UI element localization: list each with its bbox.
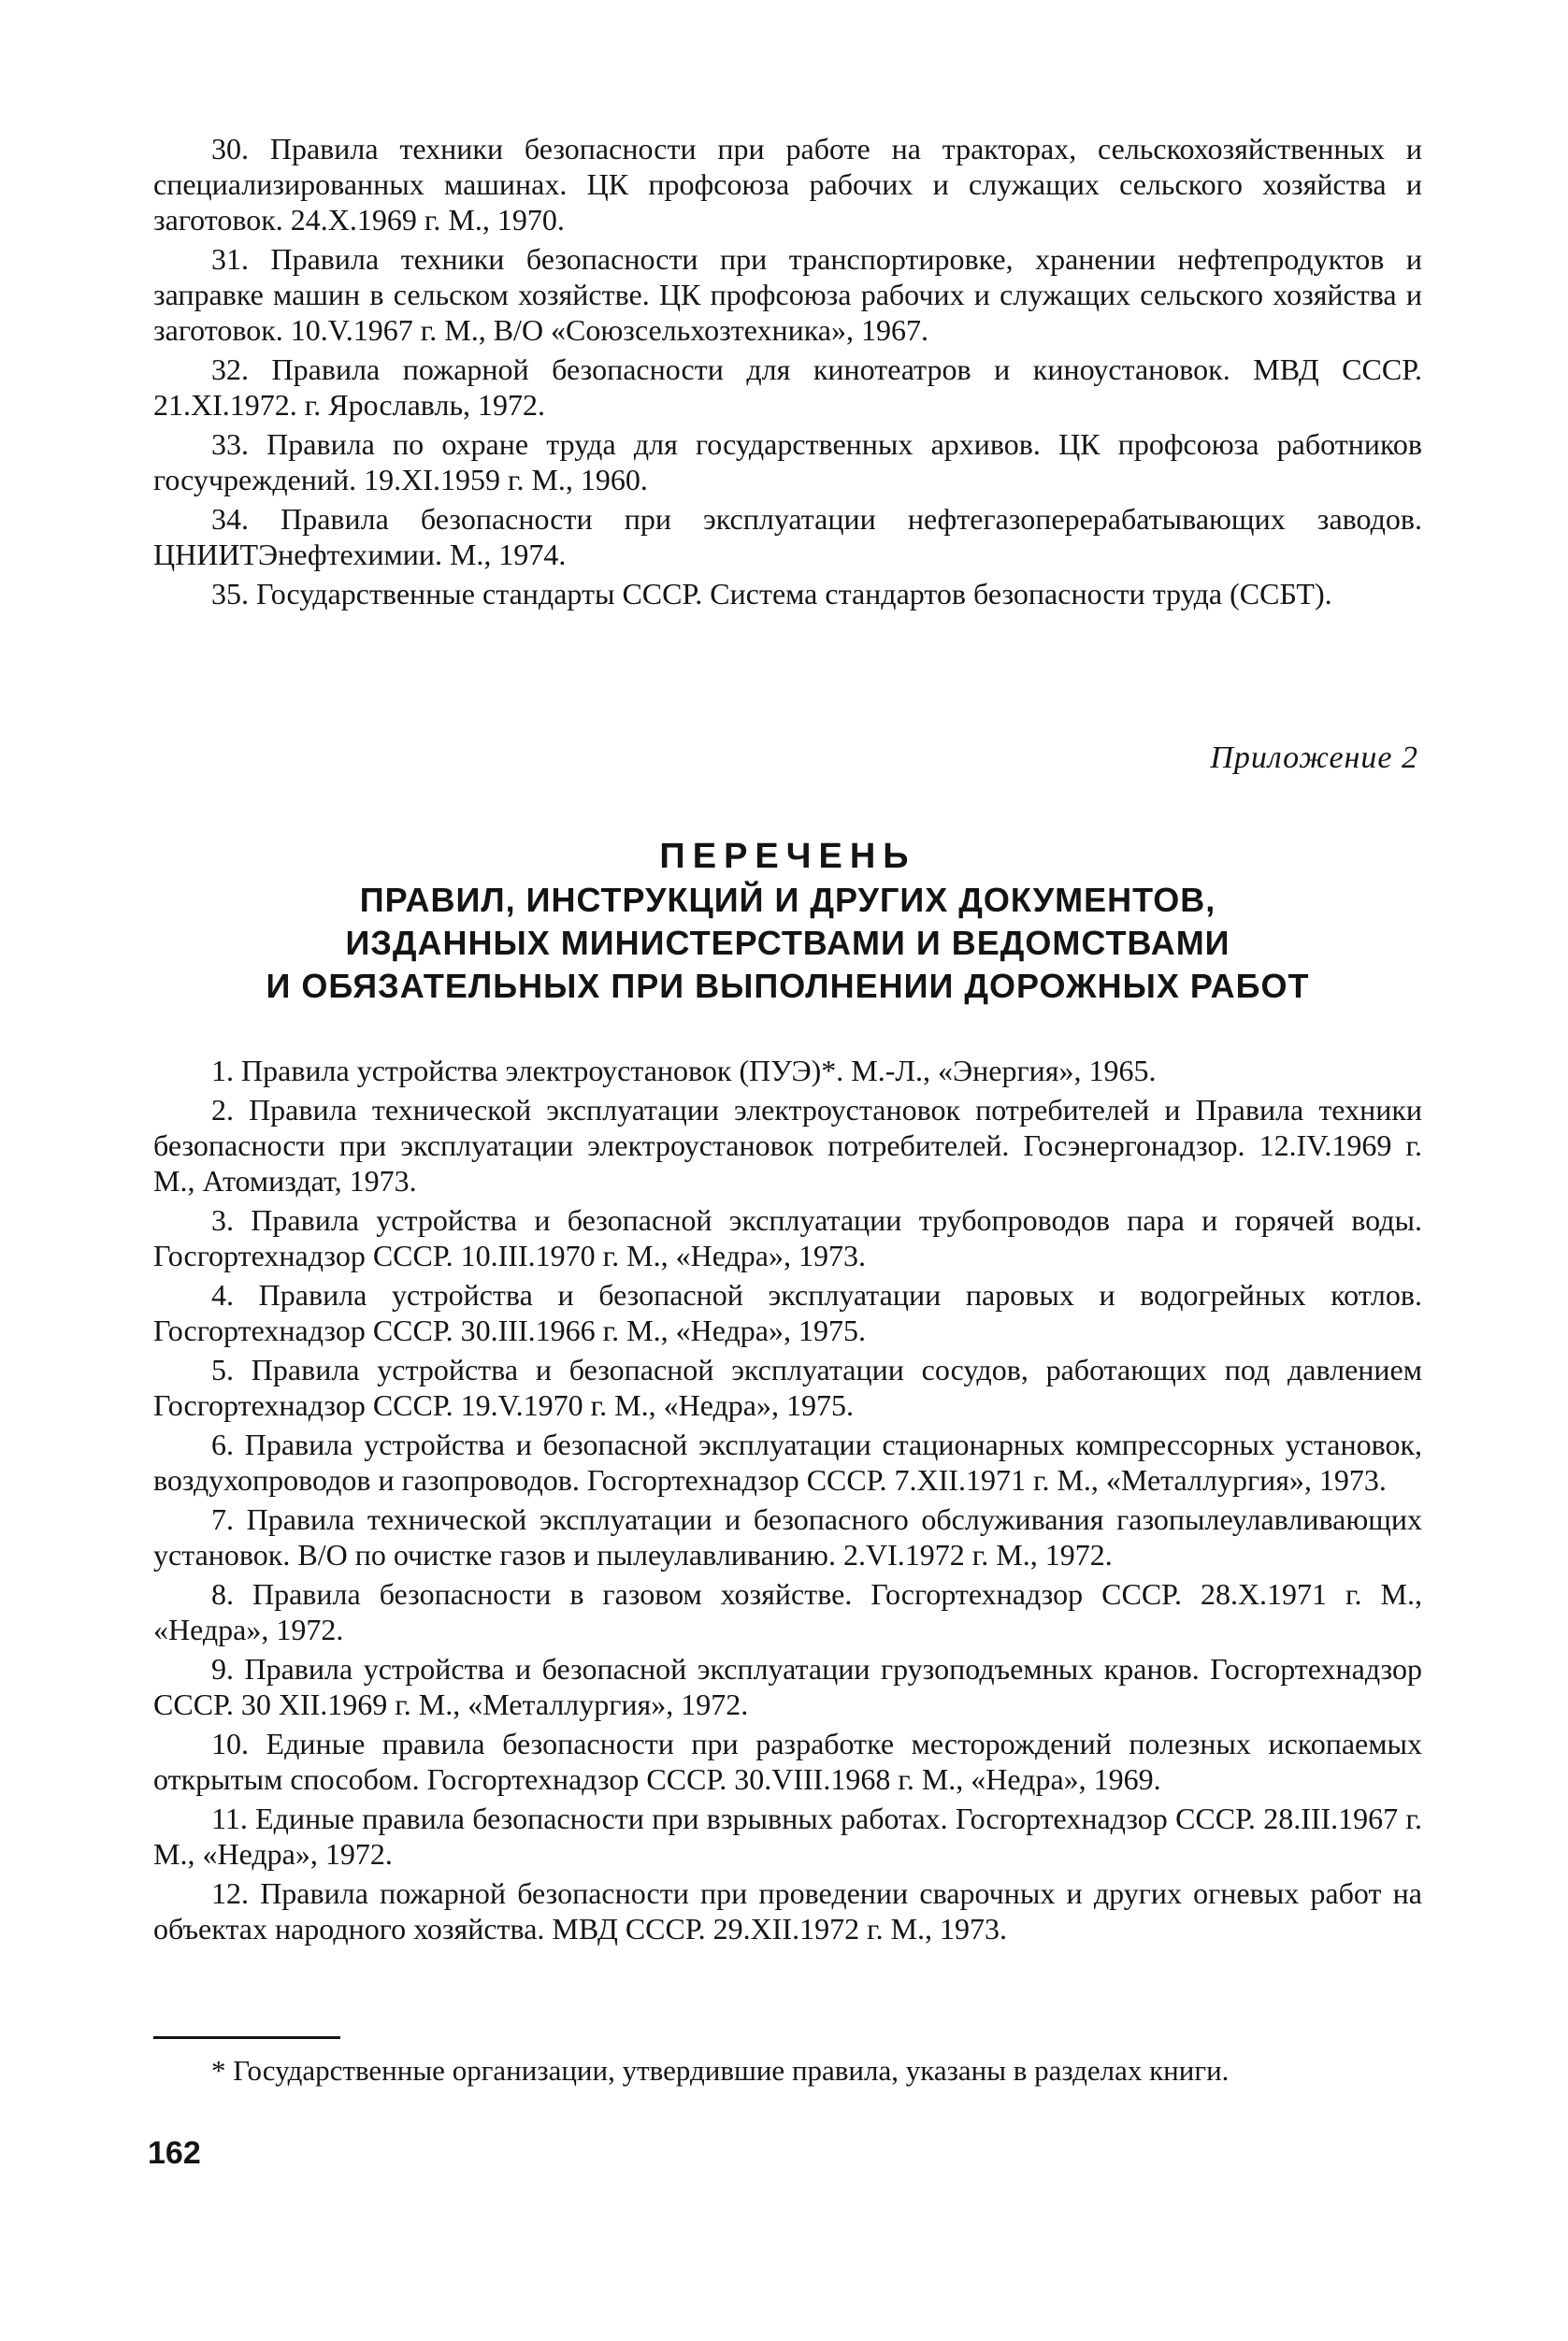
heading-subtitle-line: ПРАВИЛ, ИНСТРУКЦИЙ И ДРУГИХ ДОКУМЕНТОВ, <box>359 881 1216 919</box>
list-item: 2. Правила технической эксплуатации электроустановок потребителей и Правила техники безопасности при эксплуатации электроустановок потребителей. Госэнергонадзор. 12.IV.1969 г. М., Атомиздат, 1973. <box>153 1093 1422 1198</box>
list-item: 35. Государственные стандарты СССР. Система стандартов безопасности труда (ССБТ). <box>211 577 1332 610</box>
previous-list <box>153 131 1422 615</box>
list-item: 31. Правила техники безопасности при транспортировке, хранении нефтепродуктов и заправке машин в сельском хозяйстве. ЦК профсоюза рабочих и служащих сельского хозяйства и заготовок. 10.V.1967 г. М., В/О «Союзсельхозтехника», 1967. <box>153 242 1422 347</box>
list-item: 11. Единые правила безопасности при взрывных работах. Госгортехнадзор СССР. 28.III.1967 г. М., «Недра», 1972. <box>153 1802 1422 1871</box>
footnote-divider <box>153 2036 340 2039</box>
list-item: 30. Правила техники безопасности при работе на тракторах, сельскохозяйственных и специализированных машинах. ЦК профсоюза рабочих и служащих сельского хозяйства и заготовок. 24.Х.1969 г. М., 1970. <box>153 132 1422 237</box>
list-item: 34. Правила безопасности при эксплуатации нефтегазоперерабатывающих заводов. ЦНИИТЭнефтехимии. М., 1974. <box>153 502 1422 571</box>
appendix-list <box>153 1053 1422 1950</box>
list-item: 10. Единые правила безопасности при разработке месторождений полезных ископаемых открытым способом. Госгортехнадзор СССР. 30.VIII.1968 г. М., «Недра», 1969. <box>153 1727 1422 1796</box>
list-item: 32. Правила пожарной безопасности для кинотеатров и киноустановок. МВД СССР. 21.XI.1972. г. Ярославль, 1972. <box>153 352 1422 422</box>
appendix-label: Приложение 2 <box>1210 740 1418 775</box>
appendix-heading <box>153 834 1422 1008</box>
list-item: 33. Правила по охране труда для государственных архивов. ЦК профсоюза работников госучреждений. 19.XI.1959 г. М., 1960. <box>153 427 1422 496</box>
list-item: 5. Правила устройства и безопасной эксплуатации сосудов, работающих под давлением Госгортехнадзор СССР. 19.V.1970 г. М., «Недра», 1975. <box>153 1353 1422 1422</box>
list-item: 7. Правила технической эксплуатации и безопасного обслуживания газопылеулавливающих установок. В/О по очистке газов и пылеулавливанию. 2.VI.1972 г. М., 1972. <box>153 1502 1422 1572</box>
list-item: 6. Правила устройства и безопасной эксплуатации стационарных компрессорных установок, воздухопроводов и газопроводов. Госгортехнадзор СССР. 7.XII.1971 г. М., «Металлургия», 1973. <box>153 1428 1422 1497</box>
heading-subtitle-line: ИЗДАННЫХ МИНИСТЕРСТВАМИ И ВЕДОМСТВАМИ <box>345 924 1230 962</box>
list-item: 9. Правила устройства и безопасной эксплуатации грузоподъемных кранов. Госгортехнадзор СССР. 30 XII.1969 г. М., «Металлургия», 1972. <box>153 1652 1422 1721</box>
footnote: * Государственные организации, утвердившие правила, указаны в разделах книги. <box>211 2054 1230 2087</box>
list-item: 8. Правила безопасности в газовом хозяйстве. Госгортехнадзор СССР. 28.X.1971 г. М., «Недра», 1972. <box>153 1577 1422 1646</box>
page-number: 162 <box>148 2135 201 2171</box>
list-item: 3. Правила устройства и безопасной эксплуатации трубопроводов пара и горячей воды. Госгортехнадзор СССР. 10.III.1970 г. М., «Недра», 1973. <box>153 1203 1422 1272</box>
list-item: 4. Правила устройства и безопасной эксплуатации паровых и водогрейных котлов. Госгортехнадзор СССР. 30.III.1966 г. М., «Недра», 1975. <box>153 1278 1422 1347</box>
heading-title: ПЕРЕЧЕНЬ <box>659 837 916 876</box>
list-item: 12. Правила пожарной безопасности при проведении сварочных и других огневых работ на объектах народного хозяйства. МВД СССР. 29.XII.1972 г. М., 1973. <box>153 1876 1422 1946</box>
heading-subtitle-line: И ОБЯЗАТЕЛЬНЫХ ПРИ ВЫПОЛНЕНИИ ДОРОЖНЫХ РАБОТ <box>266 967 1310 1005</box>
list-item: 1. Правила устройства электроустановок (ПУЭ)*. М.-Л., «Энергия», 1965. <box>211 1054 1157 1087</box>
